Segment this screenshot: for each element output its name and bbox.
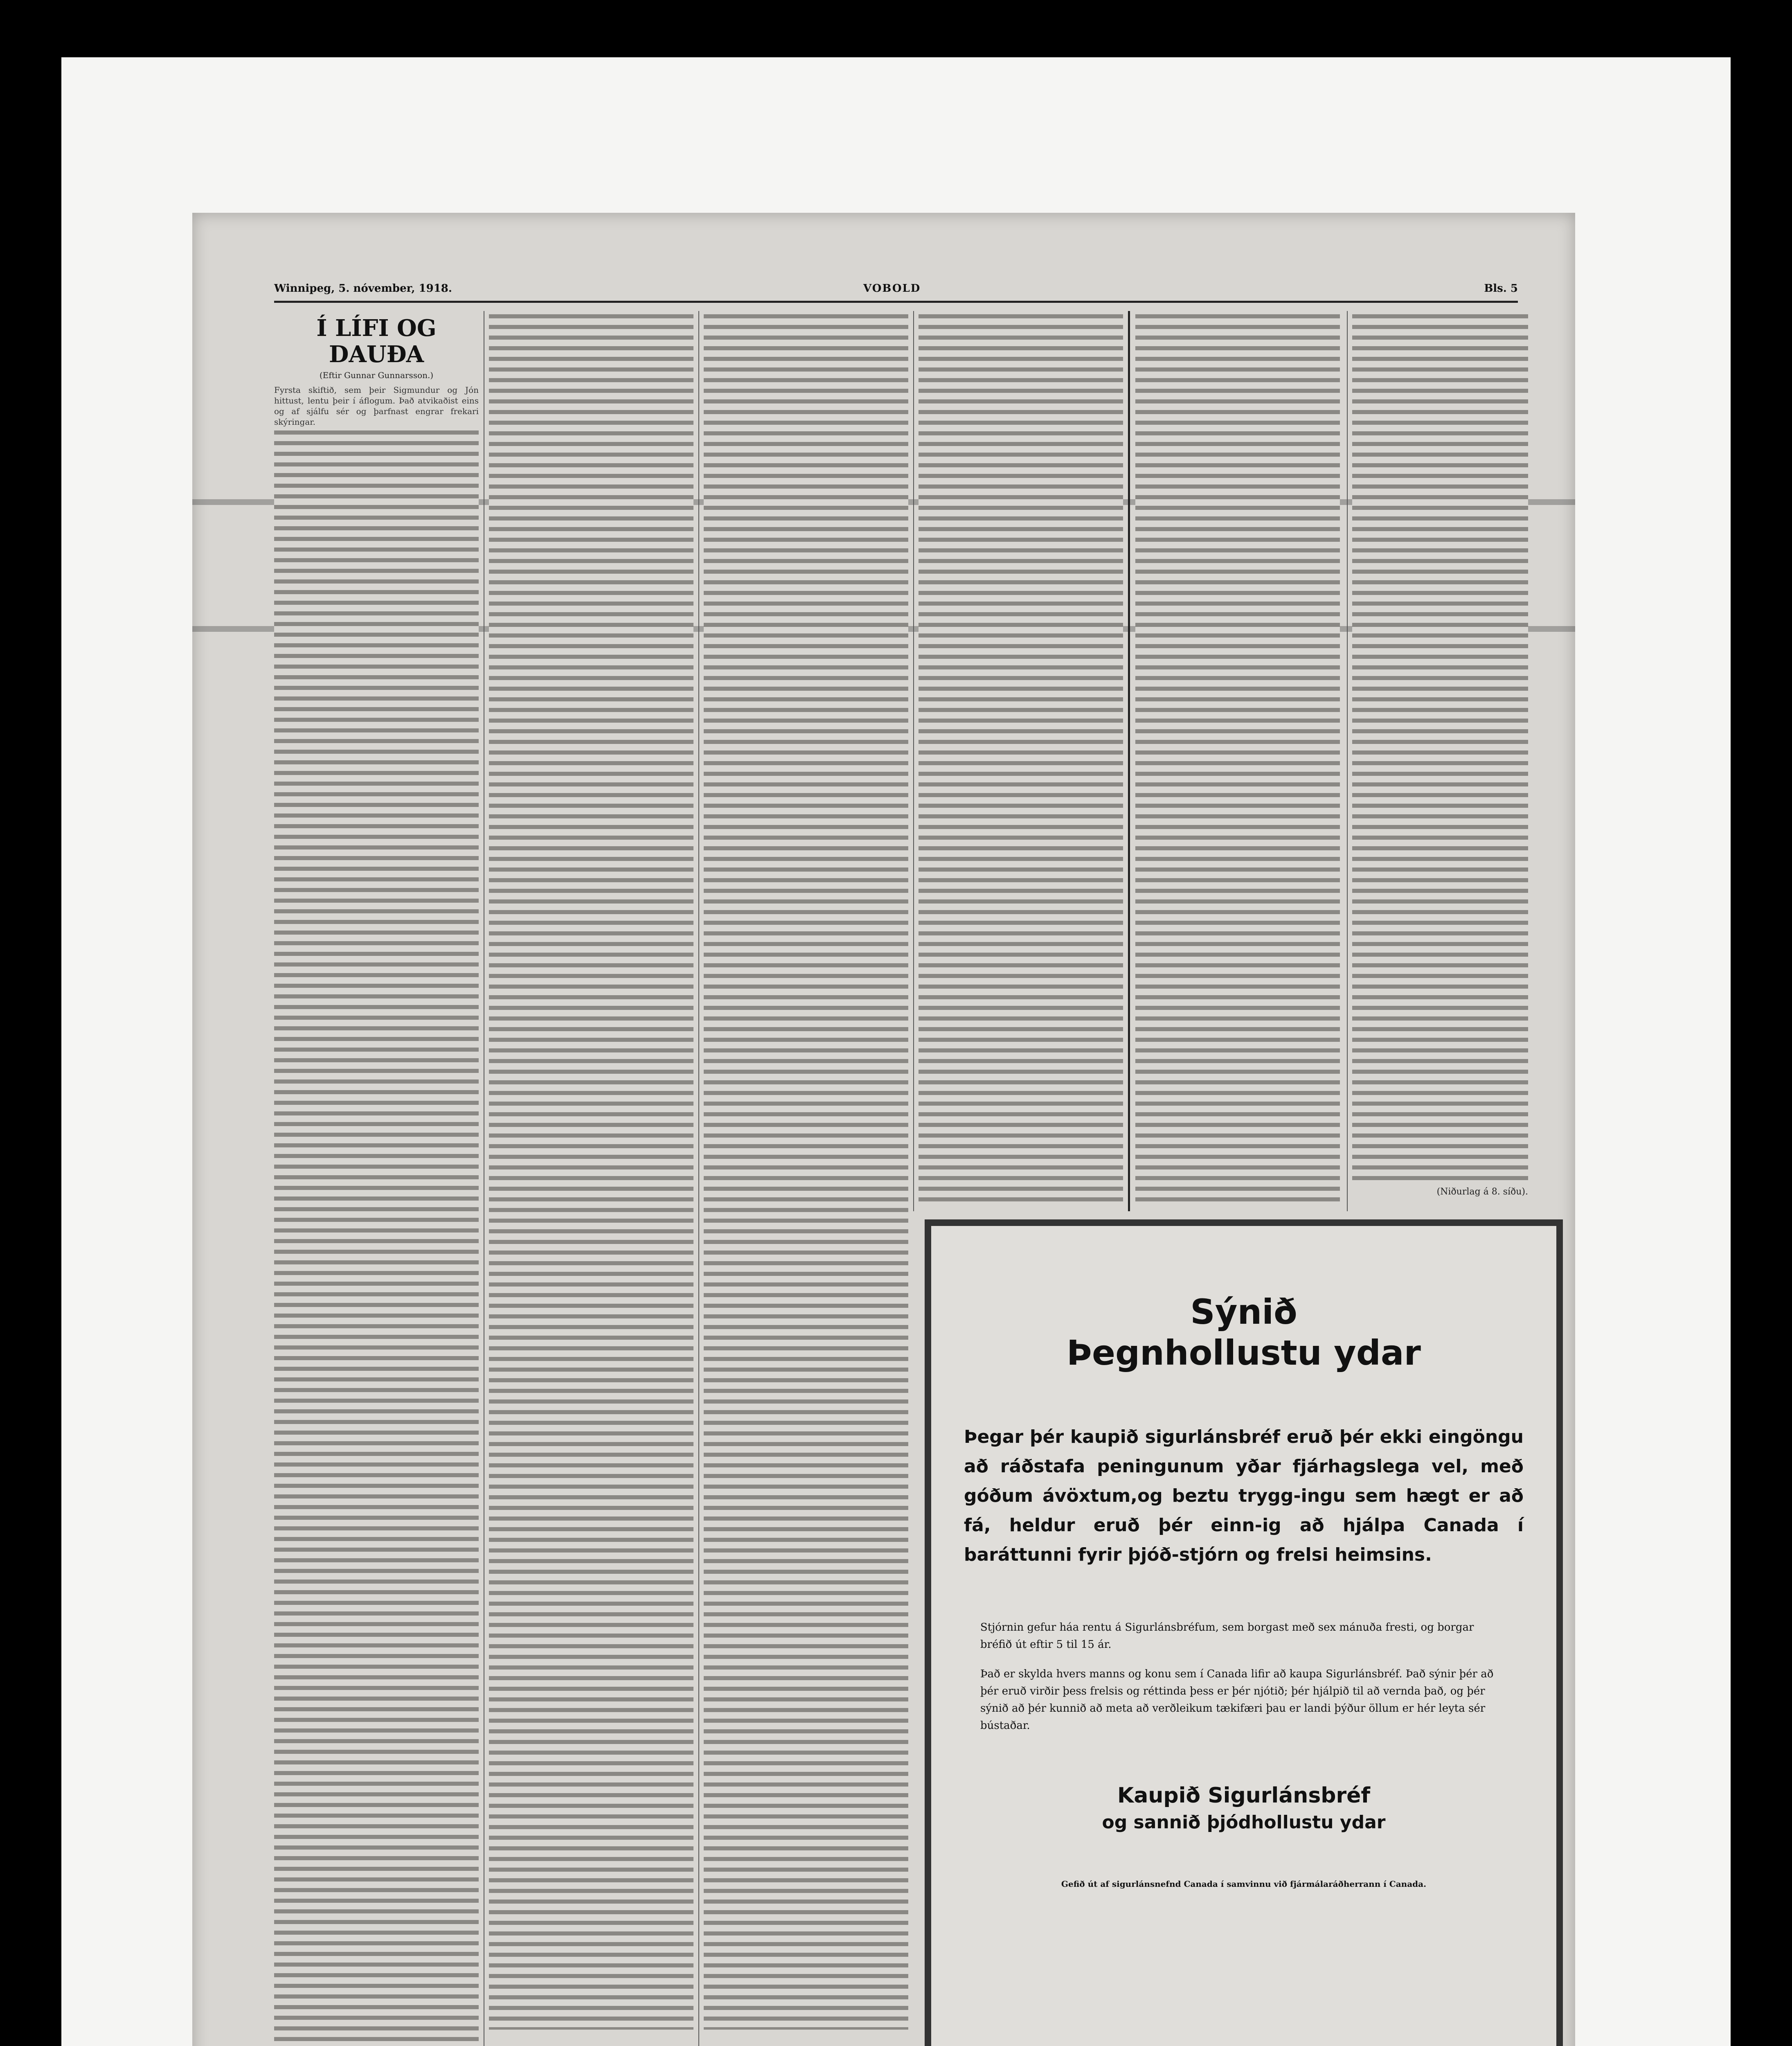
header-page-number: Bls. 5 (1484, 282, 1518, 295)
column-divider-5 (1347, 311, 1348, 1211)
column-3-body (704, 311, 908, 2030)
continued-note: (Niðurlag á 8. síðu). (1436, 1187, 1528, 1197)
column-2-body (489, 311, 693, 2030)
newspaper-page (192, 213, 1575, 2046)
ad-paragraph-1: Stjórnin gefur háa rentu á Sigurlánsbréfum, sem borgast með sex mánuða fresti, og borgar bréfið út eftir 5 til 15 ár. (980, 1621, 1474, 1651)
article-column-6 (1352, 311, 1528, 1211)
ad-paragraph-2: Það er skylda hvers manns og konu sem í Canada lifir að kaupa Sigurlánsbréf. Það sýnir þér að þér eruð virðir þess frelsis og réttinda þess er þér njótið; þér hjálpið til að vernda það, og þér sýnið að þér kunnið að meta að verðleikum tækifæri þau er landi þýður öllum er hér leyta sér bústaðar. (980, 1668, 1494, 1732)
ad-cta-line2: og sannið þjódhollustu ydar (1102, 1812, 1386, 1833)
ad-title-line2: Þegnhollustu ydar (1067, 1333, 1421, 1373)
article-title: Í LÍFI OG DAUÐA (316, 315, 437, 368)
column-1-body (274, 427, 479, 2046)
article-column-1 (274, 311, 479, 2046)
ad-credit: Gefið út af sigurlánsnefnd Canada í samvinnu við fjármálaráðherrann í Canada. (1061, 1879, 1427, 1889)
article-byline: (Eftir Gunnar Gunnarsson.) (319, 370, 434, 380)
ad-cta-line1: Kaupið Sigurlánsbréf (1117, 1783, 1371, 1808)
ad-small-text (980, 1619, 1507, 1734)
war-bonds-advertisement (925, 1219, 1563, 2046)
header-date: Winnipeg, 5. nóvember, 1918. (274, 282, 452, 295)
article-column-4 (919, 311, 1123, 1207)
column-5-body (1135, 311, 1340, 1207)
header-masthead: VOBOLD (863, 282, 921, 295)
column-4-body (919, 311, 1123, 1207)
article-column-5 (1135, 311, 1340, 1207)
column-divider-3 (913, 311, 914, 1211)
article-column-3 (704, 311, 908, 2046)
header-rule (274, 301, 1518, 303)
ad-title-line1: Sýnið (1190, 1292, 1297, 1332)
column-divider-4 (1128, 311, 1130, 1211)
page-header (274, 278, 1518, 299)
ad-main-text: Þegar þér kaupið sigurlánsbréf eruð þér ekki eingöngu að ráðstafa peningunum yðar fjárhagslega vel, með góðum ávöxtum,og beztu trygg-ingu sem hægt er að fá, heldur eruð þér einn-ig að hjálpa Canada í baráttunni fyrir þjóð-stjórn og frelsi heimsins. (964, 1426, 1524, 1565)
article-column-2 (489, 311, 693, 2046)
article-opening-text: Fyrsta skiftið, sem þeir Sigmundur og Jón hittust, lentu þeir í áflogum. Það atvikaðist eins og af sjálfu sér og þarfnast engrar frekari skýringar. (274, 385, 479, 427)
column-6-body (1352, 311, 1528, 1183)
column-divider-2 (698, 311, 699, 2046)
